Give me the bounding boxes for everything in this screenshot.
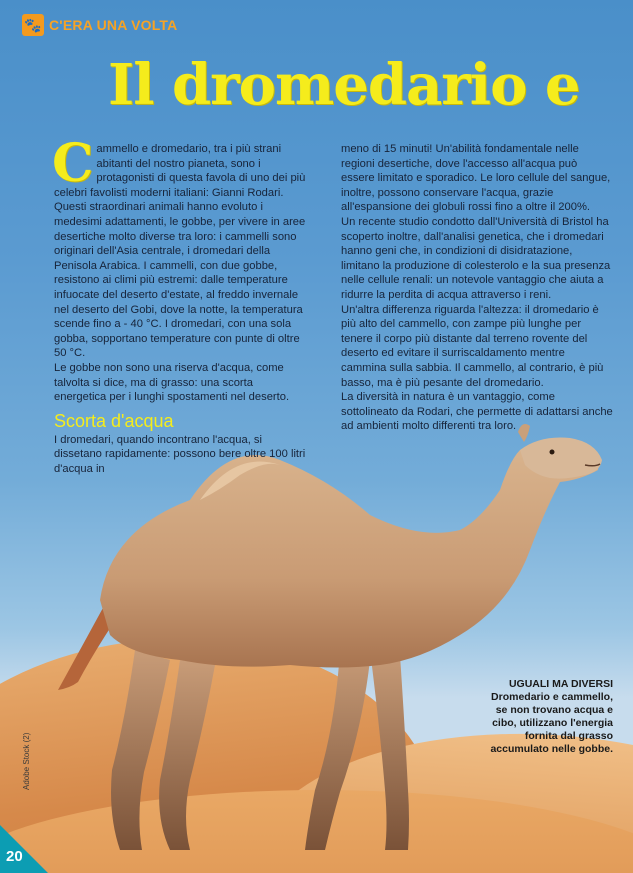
page-title: Il dromedario e xyxy=(108,52,580,118)
paragraph: Un recente studio condotto dall'Università di Bristol ha scoperto inoltre, dall'analisi genetica, che i dromedari hanno geni che, in condizioni di disidratazione, limitano la produzione di colesterolo e la sua presenza nelle cellule renali: un notevole vantaggio che aiuta a ridurre la perdita di acqua attraverso i reni. xyxy=(341,215,611,301)
caption-text: Dromedario e cammello, se non trovano acqua e cibo, utilizzano l'energia fornita dal grasso accumulato nelle gobbe. xyxy=(490,691,613,755)
photo-credit: Adobe Stock (2) xyxy=(22,732,31,790)
section-label: C'ERA UNA VOLTA xyxy=(49,17,178,33)
photo-caption xyxy=(478,678,613,756)
dropcap: C xyxy=(52,133,94,194)
paragraph: I dromedari, quando incontrano l'acqua, si dissetano rapidamente: possono bere oltre 100 litri d'acqua in xyxy=(54,433,306,475)
caption-heading: UGUALI MA DIVERSI xyxy=(508,678,613,690)
dromedary-photo xyxy=(40,420,620,870)
subheading: Scorta d'acqua xyxy=(54,410,174,431)
paragraph xyxy=(52,133,308,361)
paragraph: La diversità in natura è un vantaggio, come sottolineato da Rodari, che permette di adattarsi anche ad ambienti molto differenti tra loro. xyxy=(341,391,613,433)
page-number: 20 xyxy=(6,848,23,865)
paragraph: meno di 15 minuti! Un'abilità fondamentale nelle regioni desertiche, dove l'accesso all'acqua può essere limitato e sporadico. Le loro cellule del sangue, inoltre, possono conservare l'acqua, grazie all'espansione dei globuli rossi fino a oltre il 200%. xyxy=(341,143,611,214)
section-tag xyxy=(22,14,177,36)
paragraph: Le gobbe non sono una riserva d'acqua, come talvolta si dice, ma di grasso: una scorta energetica per i lunghi spostamenti nel deserto. xyxy=(54,361,290,404)
paragraph: Un'altra differenza riguarda l'altezza: il dromedario è più alto del cammello, con zampe più lunghe per tenere il corpo più distante dal terreno rovente del deserto ed evitare il surriscaldamento mentre cammina sulla sabbia. Il cammello, al contrario, è più basso, ma è più pesante del dromedario. xyxy=(341,303,604,389)
text-column-left xyxy=(52,133,308,476)
paragraph-text: ammello e dromedario, tra i più strani abitanti del nostro pianeta, sono i protagonisti di questa favola di uno dei più celebri favolisti moderni italiani: Gianni Rodari. Questi straordinari animali hanno evoluto i medesimi adattamenti, le gobbe, per vivere in aree desertiche molto diverse tra loro: i cammelli sono originari dell'Asia centrale, i dromedari della Penisola Arabica. I cammelli, con due gobbe, resistono ai climi più estremi: dalle temperature infuocate del deserto d'estate, al freddo invernale nel deserto del Gobi, dove la notte, la temperatura scende fino a - 40 °C. I dromedari, con una sola gobba, sopportano temperature con punte di oltre 50 °C. xyxy=(54,143,306,360)
text-column-right xyxy=(341,142,613,434)
paw-icon: 🐾 xyxy=(22,14,44,36)
